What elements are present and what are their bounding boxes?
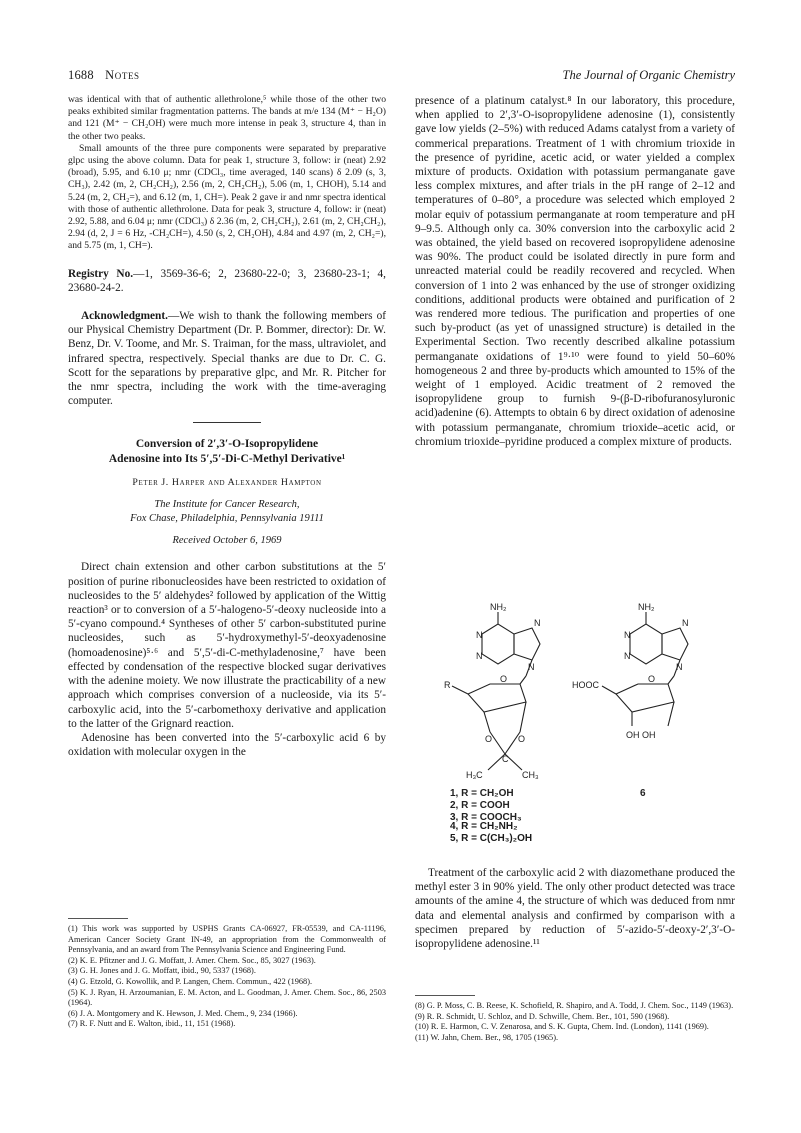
section-name: Notes	[105, 68, 140, 82]
footnotes-left	[68, 924, 386, 1030]
footnote: (10) R. E. Harmon, C. V. Zenarosa, and S. K. Gupta, Chem. Ind. (London), 1141 (1969).	[415, 1022, 709, 1032]
acknowledgment	[68, 309, 386, 408]
compound-legend-2: 2, R = COOH	[450, 800, 510, 811]
c-label: C	[502, 754, 509, 764]
footnote: (11) W. Jahn, Chem. Ber., 98, 1705 (1965).	[415, 1032, 559, 1042]
h3c-label: H₃C	[466, 770, 483, 780]
footnote: (9) R. R. Schmidt, U. Schloz, and D. Schwille, Chem. Ber., 101, 590 (1968).	[415, 1011, 670, 1021]
footnote: (4) G. Etzold, G. Kowollik, and P. Langen, Chem. Commun., 422 (1968).	[68, 976, 313, 986]
oh-oh-label: OH OH	[626, 730, 656, 740]
compound-legend-5: 5, R = C(CH₃)₂OH	[450, 833, 533, 844]
affiliation-line1: The Institute for Cancer Research,	[154, 499, 300, 511]
article-title-line1: Conversion of 2′,3′-O-Isopropylidene	[135, 438, 319, 451]
article-divider	[193, 422, 261, 423]
structure-diagram	[430, 602, 730, 823]
page-number: 1688	[68, 68, 94, 82]
ring-o-label: O	[500, 674, 508, 684]
footnote: (6) J. A. Montgomery and K. Hewson, J. Med. Chem., 9, 234 (1966).	[68, 1008, 298, 1018]
right-column	[415, 94, 735, 449]
right-paragraph-1: presence of a platinum catalyst.⁸ In our laboratory, this procedure, when applied to 2′,3′-O-isopropylidene adenosine (1), consistently gave low yields (2–5%) with reduced Adams catalyst from a variety of commerical preparations. Treatment of 1 with chromium trioxide in the presence of pyridine, acetic acid, or water yielded a complex mixture of products. Oxidation with potassium permanganate gave less complex mixtures, and after trials in the pH range of 2–12 and temperatures of 0–80°, a procedure was selected which employed 2 molar equiv of potassium permanganate at room temperature and pH 9–9.5. Although only ca. 30% conversion into the carboxylic acid 2 was obtained, the yield based on recovered isopropylidene adenosine was 90%. The product could be isolated directly in pure form and unreacted material could be readily recovered and recycled. When conversion of 1 into 2 was enhanced by the use of stronger oxidizing conditions, additional products were obtained and purification of 2 was rendered more tedious. The purification and properties of one such by-product (as yet of unassigned structure) is detailed in the Experimental Section. Two recently described alkaline potassium permanganate oxidations of 1⁹·¹⁰ were found to yield 50–60% homogeneous 2 and three by-products which amounted to 15% of the weight of 1 employed. Acidic treatment of 2 removed the isopropylidene group to furnish 9-(β-D-ribofuranosyluronic acid)adenine (6). Attempts to obtain 6 by direct oxidation of adenosine with potassium permanganate, chromium trioxide–acetic acid, or chromium trioxide–pyridine produced a complex mixture of products.	[415, 95, 735, 448]
compound-legend-1: 1, R = CH₂OH	[450, 788, 514, 799]
n-label: N	[682, 618, 689, 628]
n-label: N	[534, 618, 541, 628]
footnote: (8) G. P. Moss, C. B. Reese, K. Schofield, R. Shapiro, and A. Todd, J. Chem. Soc., 1149 (1963).	[415, 1001, 734, 1010]
affiliation	[68, 498, 386, 525]
received-date: Received October 6, 1969	[172, 535, 282, 547]
nh2-label-left: NH₂	[490, 602, 507, 612]
n-label: N	[624, 651, 631, 661]
intro-paragraph: was identical with that of authentic allethrolone,⁵ while those of the other two peaks exhibited similar fragmentation patterns. The bands at m/e 134 (M⁺ − H₂O) and 121 (M⁺ − CH₂OH) were much more intense in peak 3, structure 4, than in the other two peaks.	[68, 94, 386, 142]
footnote: (5) K. J. Ryan, H. Arzoumanian, E. M. Acton, and L. Goodman, J. Amer. Chem. Soc., 86, 2503 (1964).	[68, 987, 386, 1008]
footnote: (1) This work was supported by USPHS Grants CA-06927, FR-05539, and CA-11196, American Cancer Society Grant IN-49, an appropriation from the Commonwealth of Pennsylvania, and an award from The Pennsylvania Science and Engineering Fund.	[68, 924, 386, 955]
footnote: (3) G. H. Jones and J. G. Moffatt, ibid., 90, 5337 (1968).	[68, 966, 256, 976]
right-paragraph-2: Treatment of the carboxylic acid 2 with diazomethane produced the methyl ester 3 in 90% yield. The only other product detected was trace amounts of the amine 4, the structure of which was deduced from nmr data and elemental analysis and confirmed by comparison with a specimen prepared by reduction of 5′-azido-5′-deoxy-2′,3′-O-isopropylidene adenosine.¹¹	[415, 867, 735, 951]
footnotes-right	[415, 1001, 735, 1043]
n-label: N	[676, 662, 683, 672]
registry-text: —1, 3569-36-6; 2, 23680-22-0; 3, 23680-23-1; 4, 23680-24-2.	[68, 267, 386, 294]
peaks-paragraph: Small amounts of the three pure components were separated by preparative glpc using the above column. Data for peak 1, structure 3, follow: ir (neat) 2.92 (broad), 5.95, and 6.10 μ; nmr (CDCl₃, time averaged, 140 scans) δ 2.09 (s, 3, CH₃), 2.42 (m, 2, CH₂CH₂), 2.56 (m, 2, CH₂CH₂), 5.06 (m, 1, CHOH), 5.14 and 5.24 (m, 2, CH₂=), and 6.12 (m, 1, CH=). Peak 2 gave ir and nmr spectra identical with those of authentic allethrolone. Data for peak 3, structure 4, follow: ir (neat) 2.92, 5.88, and 6.04 μ; nmr (CDCl₃) δ 2.36 (m, 2, CH₂CH₂), 2.61 (m, 2, CH₂CH₂), 2.94 (d, 2, J = 6 Hz, -CH₂CH=), 4.50 (s, 2, CH₂OH), 4.84 and 4.97 (m, 2, CH₂=), and 5.75 (m, 1, CH=).	[68, 142, 386, 252]
nh2-label-right: NH₂	[638, 602, 655, 612]
running-header	[68, 68, 735, 84]
right-column-lower	[415, 866, 735, 951]
compound-legend-extra	[450, 821, 532, 845]
r-label: R	[444, 680, 451, 690]
registry-numbers	[68, 267, 386, 295]
ack-label: Acknowledgment.	[81, 310, 168, 323]
o-label: O	[518, 734, 526, 744]
o-label: O	[485, 734, 493, 744]
article-title-line2: Adenosine into Its 5′,5′-Di-C-Methyl Derivative¹	[108, 453, 346, 466]
footnote-rule	[415, 995, 475, 996]
body-paragraph-1: Direct chain extension and other carbon substitutions at the 5′ position of purine ribonucleosides have been restricted to oxidation of nucleosides to the 5′ aldehydes² followed by application of the Wittig reaction³ or to conversion of a 5′-halogeno-5′-deoxy nucleoside into a 5′-cyano compound.⁴ Syntheses of other 5′ carbon-substituted purine nucleosides, such as 5′-hydroxymethyl-5′-deoxyadenosine (homoadenosine)⁵·⁶ and 5′,5′-di-C-methyladenosine,⁷ have been effected by condensation of the respective blocked sugar derivatives with the adenine moiety. We now illustrate the practicability of a new approach which comprises conversion of a nucleoside, via its 5′-carboxylic acid, into the 5′-carbomethoxy derivative and application to the latter of the Grignard reaction.	[68, 561, 386, 730]
footnote-rule	[68, 918, 128, 919]
header-left	[68, 68, 140, 83]
compound-6-label: 6	[640, 788, 646, 799]
n-label: N	[528, 662, 535, 672]
compound-legend-3: 3, R = COOCH₃	[450, 812, 522, 823]
body-paragraph-2: Adenosine has been converted into the 5′-carboxylic acid 6 by oxidation with molecular oxygen in the	[68, 731, 386, 759]
hooc-label: HOOC	[572, 680, 599, 690]
compound-legend-4: 4, R = CH₂NH₂	[450, 821, 518, 832]
article-title	[68, 437, 386, 467]
ring-o-label: O	[648, 674, 656, 684]
n-label: N	[476, 651, 483, 661]
footnote: (7) R. F. Nutt and E. Walton, ibid., 11, 151 (1968).	[68, 1019, 236, 1029]
authors: Peter J. Harper and Alexander Hampton	[132, 477, 322, 489]
journal-name: The Journal of Organic Chemistry	[562, 68, 735, 82]
chemical-structures	[430, 602, 730, 844]
ch3-label: CH₃	[522, 770, 539, 780]
footnote: (2) K. E. Pfitzner and J. G. Moffatt, J. Amer. Chem. Soc., 85, 3027 (1963).	[68, 955, 316, 965]
affiliation-line2: Fox Chase, Philadelphia, Pennsylvania 19111	[130, 512, 324, 524]
registry-label: Registry No.	[68, 267, 134, 280]
ack-text: —We wish to thank the following members of our Physical Chemistry Department (Dr. P. Bommer, director): Dr. W. Benz, Dr. V. Toome, and Mr. S. Traiman, for the mass, ultraviolet, and infrared spectra, respectively. Special thanks are due to Dr. C. G. Scott for the separations by preparative glpc, and Mr. R. Pitcher for the nmr spectra, including the work with the time-averaging computer.	[68, 310, 386, 408]
n-label: N	[624, 630, 631, 640]
left-column	[68, 94, 386, 759]
n-label: N	[476, 630, 483, 640]
